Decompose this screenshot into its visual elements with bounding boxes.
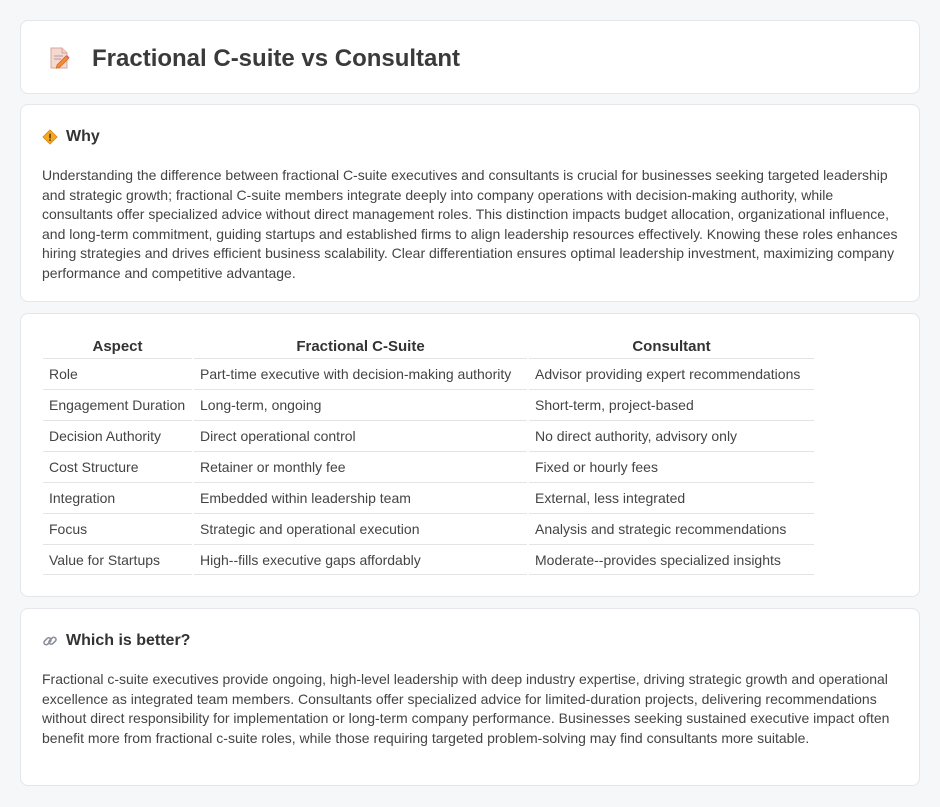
cell-consultant: Analysis and strategic recommendations <box>529 513 814 544</box>
cell-aspect: Value for Startups <box>43 544 192 575</box>
header-aspect: Aspect <box>92 337 143 355</box>
cell-aspect: Engagement Duration <box>43 389 192 420</box>
table-row <box>43 451 814 482</box>
cell-aspect: Focus <box>43 513 192 544</box>
table-row <box>43 513 814 544</box>
why-title: Why <box>66 128 100 145</box>
why-text: Understanding the difference between fractional C-suite executives and consultants is crucial for businesses seeking targeted leadership and strategic growth; fractional C-suite members integrate deeply into company operations with decision-making authority, while consultants offer specialized advice without direct management roles. This distinction impacts budget allocation, organizational influence, and long-term commitment, guiding startups and established firms to align leadership resources effectively. Knowing these roles enhances hiring strategies and drives efficient business scalability. Clear differentiation ensures optimal leadership investment, maximizing company performance and competitive advantage. <box>42 167 898 281</box>
table-row <box>43 358 814 389</box>
better-text: Fractional c-suite executives provide ongoing, high-level leadership with deep industry expertise, driving strategic growth and operational excellence as integrated team members. Consultants offer specialized advice for limited-duration projects, delivering recommendations without direct responsibility for implementation or long-term company performance. Businesses seeking sustained executive impact often benefit more from fractional c-suite roles, while those requiring targeted problem-solving may find consultants more suitable. <box>42 671 890 746</box>
cell-consultant: No direct authority, advisory only <box>529 420 814 451</box>
table-row <box>43 389 814 420</box>
document-pencil-icon <box>48 46 70 70</box>
which-is-better-section <box>20 608 920 786</box>
cell-consultant: Fixed or hourly fees <box>529 451 814 482</box>
cell-fractional: Direct operational control <box>194 420 527 451</box>
cell-fractional: Embedded within leadership team <box>194 482 527 513</box>
comparison-section <box>20 313 920 597</box>
cell-consultant: Moderate--provides specialized insights <box>529 544 814 575</box>
link-icon <box>42 633 58 649</box>
diamond-warning-icon <box>42 129 58 145</box>
table-row <box>43 420 814 451</box>
cell-aspect: Cost Structure <box>43 451 192 482</box>
cell-fractional: Long-term, ongoing <box>194 389 527 420</box>
cell-consultant: Short-term, project-based <box>529 389 814 420</box>
table-row <box>43 482 814 513</box>
cell-aspect: Decision Authority <box>43 420 192 451</box>
page-title: Fractional C-suite vs Consultant <box>92 45 461 72</box>
cell-aspect: Integration <box>43 482 192 513</box>
table-header-row <box>43 334 814 358</box>
cell-fractional: Part-time executive with decision-making authority <box>194 358 527 389</box>
why-section <box>20 104 920 302</box>
comparison-table <box>41 334 816 575</box>
better-title: Which is better? <box>66 632 191 649</box>
cell-consultant: External, less integrated <box>529 482 814 513</box>
cell-fractional: Strategic and operational execution <box>194 513 527 544</box>
cell-consultant: Advisor providing expert recommendations <box>529 358 814 389</box>
header-fractional: Fractional C-Suite <box>296 337 425 355</box>
cell-fractional: High--fills executive gaps affordably <box>194 544 527 575</box>
table-row <box>43 544 814 575</box>
why-heading <box>42 128 100 146</box>
header-card <box>20 20 920 94</box>
cell-aspect: Role <box>43 358 192 389</box>
cell-fractional: Retainer or monthly fee <box>194 451 527 482</box>
better-heading <box>42 632 190 650</box>
header-consultant: Consultant <box>632 337 711 355</box>
